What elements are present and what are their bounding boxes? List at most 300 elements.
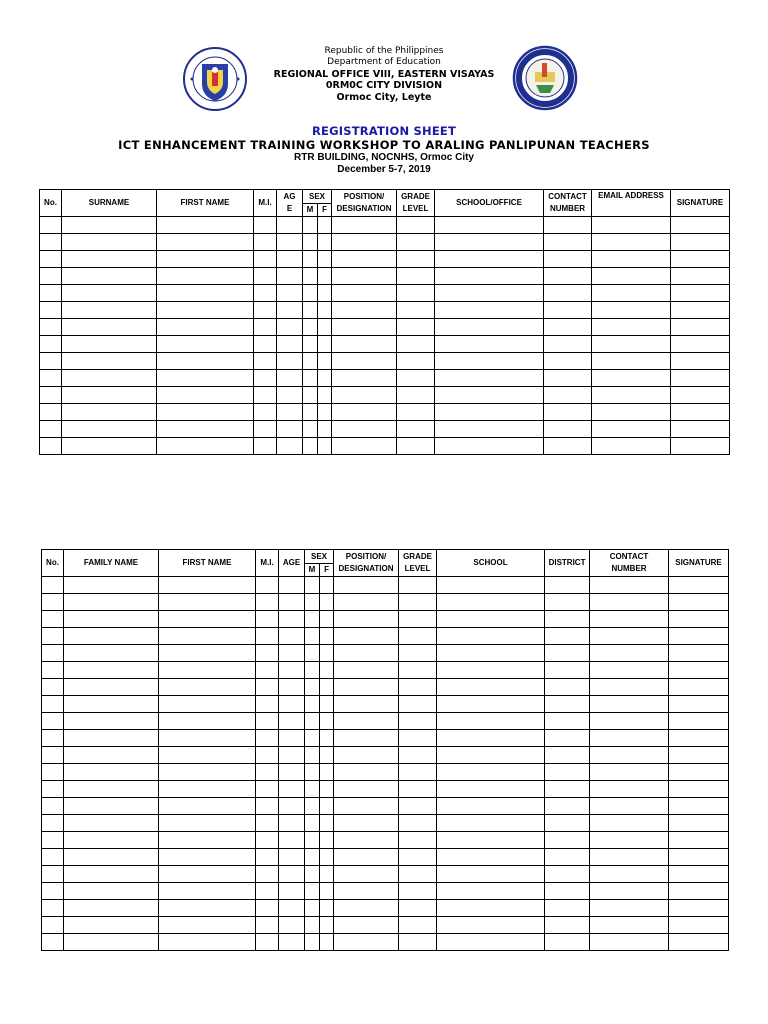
- table-cell[interactable]: [254, 353, 277, 370]
- table-cell[interactable]: [671, 217, 730, 234]
- table-cell[interactable]: [399, 900, 437, 917]
- table-cell[interactable]: [62, 370, 157, 387]
- table-cell[interactable]: [64, 679, 159, 696]
- table-cell[interactable]: [159, 934, 256, 951]
- table-cell[interactable]: [397, 268, 435, 285]
- table-cell[interactable]: [669, 781, 729, 798]
- table-cell[interactable]: [399, 696, 437, 713]
- table-cell[interactable]: [669, 832, 729, 849]
- table-cell[interactable]: [42, 866, 64, 883]
- table-cell[interactable]: [320, 713, 334, 730]
- table-cell[interactable]: [545, 934, 590, 951]
- table-cell[interactable]: [334, 747, 399, 764]
- table-cell[interactable]: [159, 764, 256, 781]
- table-cell[interactable]: [277, 421, 303, 438]
- table-cell[interactable]: [159, 594, 256, 611]
- table-cell[interactable]: [332, 438, 397, 455]
- table-cell[interactable]: [42, 900, 64, 917]
- table-cell[interactable]: [303, 387, 318, 404]
- table-cell[interactable]: [590, 594, 669, 611]
- table-cell[interactable]: [592, 302, 671, 319]
- table-cell[interactable]: [305, 577, 320, 594]
- table-cell[interactable]: [64, 798, 159, 815]
- table-cell[interactable]: [437, 832, 545, 849]
- table-cell[interactable]: [320, 798, 334, 815]
- table-cell[interactable]: [399, 747, 437, 764]
- table-cell[interactable]: [305, 798, 320, 815]
- table-cell[interactable]: [399, 866, 437, 883]
- table-cell[interactable]: [671, 234, 730, 251]
- table-cell[interactable]: [279, 645, 305, 662]
- table-cell[interactable]: [545, 747, 590, 764]
- table-cell[interactable]: [545, 628, 590, 645]
- table-cell[interactable]: [318, 217, 332, 234]
- table-cell[interactable]: [397, 302, 435, 319]
- table-cell[interactable]: [279, 832, 305, 849]
- table-cell[interactable]: [437, 883, 545, 900]
- table-cell[interactable]: [320, 696, 334, 713]
- table-cell[interactable]: [437, 713, 545, 730]
- table-cell[interactable]: [254, 319, 277, 336]
- table-cell[interactable]: [592, 353, 671, 370]
- table-cell[interactable]: [305, 815, 320, 832]
- table-cell[interactable]: [332, 302, 397, 319]
- table-cell[interactable]: [435, 404, 544, 421]
- table-cell[interactable]: [397, 285, 435, 302]
- table-cell[interactable]: [437, 645, 545, 662]
- table-cell[interactable]: [545, 917, 590, 934]
- table-cell[interactable]: [64, 883, 159, 900]
- table-cell[interactable]: [669, 628, 729, 645]
- table-cell[interactable]: [334, 917, 399, 934]
- table-cell[interactable]: [157, 421, 254, 438]
- table-cell[interactable]: [320, 747, 334, 764]
- table-cell[interactable]: [397, 438, 435, 455]
- table-cell[interactable]: [303, 251, 318, 268]
- table-cell[interactable]: [437, 577, 545, 594]
- table-cell[interactable]: [397, 370, 435, 387]
- table-cell[interactable]: [590, 764, 669, 781]
- table-cell[interactable]: [334, 934, 399, 951]
- table-cell[interactable]: [64, 594, 159, 611]
- table-cell[interactable]: [277, 353, 303, 370]
- table-cell[interactable]: [399, 883, 437, 900]
- table-cell[interactable]: [435, 319, 544, 336]
- table-cell[interactable]: [42, 696, 64, 713]
- table-cell[interactable]: [64, 815, 159, 832]
- table-cell[interactable]: [279, 798, 305, 815]
- table-cell[interactable]: [669, 934, 729, 951]
- table-cell[interactable]: [545, 798, 590, 815]
- table-cell[interactable]: [159, 849, 256, 866]
- table-cell[interactable]: [545, 832, 590, 849]
- table-cell[interactable]: [334, 900, 399, 917]
- table-cell[interactable]: [544, 336, 592, 353]
- table-cell[interactable]: [332, 353, 397, 370]
- table-cell[interactable]: [305, 934, 320, 951]
- table-cell[interactable]: [279, 594, 305, 611]
- table-cell[interactable]: [590, 730, 669, 747]
- table-cell[interactable]: [256, 713, 279, 730]
- table-cell[interactable]: [40, 268, 62, 285]
- table-cell[interactable]: [545, 883, 590, 900]
- table-cell[interactable]: [590, 866, 669, 883]
- table-cell[interactable]: [254, 438, 277, 455]
- table-cell[interactable]: [435, 336, 544, 353]
- table-cell[interactable]: [334, 781, 399, 798]
- table-cell[interactable]: [545, 713, 590, 730]
- table-cell[interactable]: [320, 764, 334, 781]
- table-cell[interactable]: [157, 251, 254, 268]
- table-cell[interactable]: [279, 679, 305, 696]
- table-cell[interactable]: [159, 832, 256, 849]
- table-cell[interactable]: [669, 577, 729, 594]
- table-cell[interactable]: [256, 611, 279, 628]
- table-cell[interactable]: [435, 438, 544, 455]
- table-cell[interactable]: [437, 730, 545, 747]
- table-cell[interactable]: [42, 747, 64, 764]
- table-cell[interactable]: [157, 268, 254, 285]
- table-cell[interactable]: [592, 268, 671, 285]
- table-cell[interactable]: [544, 302, 592, 319]
- table-cell[interactable]: [320, 849, 334, 866]
- table-cell[interactable]: [669, 713, 729, 730]
- table-cell[interactable]: [279, 781, 305, 798]
- table-cell[interactable]: [305, 611, 320, 628]
- table-cell[interactable]: [303, 268, 318, 285]
- table-cell[interactable]: [318, 370, 332, 387]
- table-cell[interactable]: [399, 917, 437, 934]
- table-cell[interactable]: [62, 336, 157, 353]
- table-cell[interactable]: [42, 934, 64, 951]
- table-cell[interactable]: [62, 217, 157, 234]
- table-cell[interactable]: [397, 319, 435, 336]
- table-cell[interactable]: [40, 421, 62, 438]
- table-cell[interactable]: [256, 849, 279, 866]
- table-cell[interactable]: [332, 234, 397, 251]
- table-cell[interactable]: [279, 696, 305, 713]
- table-cell[interactable]: [159, 798, 256, 815]
- table-cell[interactable]: [256, 883, 279, 900]
- table-cell[interactable]: [399, 679, 437, 696]
- table-cell[interactable]: [277, 285, 303, 302]
- table-cell[interactable]: [318, 285, 332, 302]
- table-cell[interactable]: [545, 645, 590, 662]
- table-cell[interactable]: [332, 285, 397, 302]
- table-cell[interactable]: [435, 353, 544, 370]
- table-cell[interactable]: [318, 387, 332, 404]
- table-cell[interactable]: [159, 900, 256, 917]
- table-cell[interactable]: [669, 645, 729, 662]
- table-cell[interactable]: [590, 883, 669, 900]
- table-cell[interactable]: [669, 594, 729, 611]
- table-cell[interactable]: [399, 577, 437, 594]
- table-cell[interactable]: [305, 679, 320, 696]
- table-cell[interactable]: [279, 747, 305, 764]
- table-cell[interactable]: [42, 815, 64, 832]
- table-cell[interactable]: [332, 268, 397, 285]
- table-cell[interactable]: [64, 747, 159, 764]
- table-cell[interactable]: [399, 730, 437, 747]
- table-cell[interactable]: [303, 302, 318, 319]
- table-cell[interactable]: [159, 883, 256, 900]
- table-cell[interactable]: [334, 815, 399, 832]
- table-cell[interactable]: [40, 353, 62, 370]
- table-cell[interactable]: [279, 883, 305, 900]
- table-cell[interactable]: [277, 251, 303, 268]
- table-cell[interactable]: [277, 404, 303, 421]
- table-cell[interactable]: [254, 404, 277, 421]
- table-cell[interactable]: [544, 268, 592, 285]
- table-cell[interactable]: [157, 404, 254, 421]
- table-cell[interactable]: [671, 268, 730, 285]
- table-cell[interactable]: [64, 611, 159, 628]
- table-cell[interactable]: [544, 217, 592, 234]
- table-cell[interactable]: [320, 883, 334, 900]
- table-cell[interactable]: [669, 815, 729, 832]
- table-cell[interactable]: [305, 730, 320, 747]
- table-cell[interactable]: [671, 404, 730, 421]
- table-cell[interactable]: [318, 319, 332, 336]
- table-cell[interactable]: [277, 302, 303, 319]
- table-cell[interactable]: [397, 234, 435, 251]
- table-cell[interactable]: [332, 319, 397, 336]
- table-cell[interactable]: [279, 917, 305, 934]
- table-cell[interactable]: [332, 387, 397, 404]
- table-cell[interactable]: [305, 662, 320, 679]
- table-cell[interactable]: [42, 764, 64, 781]
- table-cell[interactable]: [334, 645, 399, 662]
- table-cell[interactable]: [159, 611, 256, 628]
- table-cell[interactable]: [544, 251, 592, 268]
- table-cell[interactable]: [42, 662, 64, 679]
- table-cell[interactable]: [669, 679, 729, 696]
- table-cell[interactable]: [544, 404, 592, 421]
- table-cell[interactable]: [254, 285, 277, 302]
- table-cell[interactable]: [279, 764, 305, 781]
- table-cell[interactable]: [62, 438, 157, 455]
- table-cell[interactable]: [42, 679, 64, 696]
- table-cell[interactable]: [545, 900, 590, 917]
- table-cell[interactable]: [544, 370, 592, 387]
- table-cell[interactable]: [399, 832, 437, 849]
- table-cell[interactable]: [399, 611, 437, 628]
- table-cell[interactable]: [279, 815, 305, 832]
- table-cell[interactable]: [254, 217, 277, 234]
- table-cell[interactable]: [669, 866, 729, 883]
- table-cell[interactable]: [279, 866, 305, 883]
- table-cell[interactable]: [590, 934, 669, 951]
- table-cell[interactable]: [305, 832, 320, 849]
- table-cell[interactable]: [544, 234, 592, 251]
- table-cell[interactable]: [318, 421, 332, 438]
- table-cell[interactable]: [318, 251, 332, 268]
- table-cell[interactable]: [256, 815, 279, 832]
- table-cell[interactable]: [64, 662, 159, 679]
- table-cell[interactable]: [42, 628, 64, 645]
- table-cell[interactable]: [399, 815, 437, 832]
- table-cell[interactable]: [544, 438, 592, 455]
- table-cell[interactable]: [592, 370, 671, 387]
- table-cell[interactable]: [40, 387, 62, 404]
- table-cell[interactable]: [279, 934, 305, 951]
- table-cell[interactable]: [592, 217, 671, 234]
- table-cell[interactable]: [332, 421, 397, 438]
- table-cell[interactable]: [435, 234, 544, 251]
- table-cell[interactable]: [435, 387, 544, 404]
- table-cell[interactable]: [437, 900, 545, 917]
- table-cell[interactable]: [590, 849, 669, 866]
- table-cell[interactable]: [334, 883, 399, 900]
- table-cell[interactable]: [303, 404, 318, 421]
- table-cell[interactable]: [435, 217, 544, 234]
- table-cell[interactable]: [437, 747, 545, 764]
- table-cell[interactable]: [590, 900, 669, 917]
- table-cell[interactable]: [42, 832, 64, 849]
- table-cell[interactable]: [256, 730, 279, 747]
- table-cell[interactable]: [334, 679, 399, 696]
- table-cell[interactable]: [397, 217, 435, 234]
- table-cell[interactable]: [544, 319, 592, 336]
- table-cell[interactable]: [334, 696, 399, 713]
- table-cell[interactable]: [318, 404, 332, 421]
- table-cell[interactable]: [399, 628, 437, 645]
- table-cell[interactable]: [159, 747, 256, 764]
- table-cell[interactable]: [40, 404, 62, 421]
- table-cell[interactable]: [256, 628, 279, 645]
- table-cell[interactable]: [332, 336, 397, 353]
- table-cell[interactable]: [590, 781, 669, 798]
- table-cell[interactable]: [671, 421, 730, 438]
- table-cell[interactable]: [64, 917, 159, 934]
- table-cell[interactable]: [671, 302, 730, 319]
- table-cell[interactable]: [590, 815, 669, 832]
- table-cell[interactable]: [320, 662, 334, 679]
- table-cell[interactable]: [159, 781, 256, 798]
- table-cell[interactable]: [62, 353, 157, 370]
- table-cell[interactable]: [40, 319, 62, 336]
- table-cell[interactable]: [305, 696, 320, 713]
- table-cell[interactable]: [437, 934, 545, 951]
- table-cell[interactable]: [64, 577, 159, 594]
- table-cell[interactable]: [303, 234, 318, 251]
- table-cell[interactable]: [671, 370, 730, 387]
- table-cell[interactable]: [437, 764, 545, 781]
- table-cell[interactable]: [318, 438, 332, 455]
- table-cell[interactable]: [157, 336, 254, 353]
- table-cell[interactable]: [303, 285, 318, 302]
- table-cell[interactable]: [256, 832, 279, 849]
- table-cell[interactable]: [545, 764, 590, 781]
- table-cell[interactable]: [254, 421, 277, 438]
- table-cell[interactable]: [279, 900, 305, 917]
- table-cell[interactable]: [277, 370, 303, 387]
- table-cell[interactable]: [40, 438, 62, 455]
- table-cell[interactable]: [397, 336, 435, 353]
- table-cell[interactable]: [42, 781, 64, 798]
- table-cell[interactable]: [279, 628, 305, 645]
- table-cell[interactable]: [42, 594, 64, 611]
- table-cell[interactable]: [332, 251, 397, 268]
- table-cell[interactable]: [320, 594, 334, 611]
- table-cell[interactable]: [334, 594, 399, 611]
- table-cell[interactable]: [334, 866, 399, 883]
- table-cell[interactable]: [62, 302, 157, 319]
- table-cell[interactable]: [399, 849, 437, 866]
- table-cell[interactable]: [592, 251, 671, 268]
- table-cell[interactable]: [320, 934, 334, 951]
- table-cell[interactable]: [256, 662, 279, 679]
- table-cell[interactable]: [590, 628, 669, 645]
- table-cell[interactable]: [157, 234, 254, 251]
- table-cell[interactable]: [42, 917, 64, 934]
- table-cell[interactable]: [42, 645, 64, 662]
- table-cell[interactable]: [320, 730, 334, 747]
- table-cell[interactable]: [590, 662, 669, 679]
- table-cell[interactable]: [64, 628, 159, 645]
- table-cell[interactable]: [435, 370, 544, 387]
- table-cell[interactable]: [545, 577, 590, 594]
- table-cell[interactable]: [669, 883, 729, 900]
- table-cell[interactable]: [592, 285, 671, 302]
- table-cell[interactable]: [62, 404, 157, 421]
- table-cell[interactable]: [544, 421, 592, 438]
- table-cell[interactable]: [64, 866, 159, 883]
- table-cell[interactable]: [334, 662, 399, 679]
- table-cell[interactable]: [256, 798, 279, 815]
- table-cell[interactable]: [40, 302, 62, 319]
- table-cell[interactable]: [279, 730, 305, 747]
- table-cell[interactable]: [256, 764, 279, 781]
- table-cell[interactable]: [303, 336, 318, 353]
- table-cell[interactable]: [437, 662, 545, 679]
- table-cell[interactable]: [42, 883, 64, 900]
- table-cell[interactable]: [437, 781, 545, 798]
- table-cell[interactable]: [279, 577, 305, 594]
- table-cell[interactable]: [305, 900, 320, 917]
- table-cell[interactable]: [320, 917, 334, 934]
- table-cell[interactable]: [303, 438, 318, 455]
- table-cell[interactable]: [157, 302, 254, 319]
- table-cell[interactable]: [590, 696, 669, 713]
- table-cell[interactable]: [334, 730, 399, 747]
- table-cell[interactable]: [254, 268, 277, 285]
- table-cell[interactable]: [320, 866, 334, 883]
- table-cell[interactable]: [42, 577, 64, 594]
- table-cell[interactable]: [318, 268, 332, 285]
- table-cell[interactable]: [397, 387, 435, 404]
- table-cell[interactable]: [254, 336, 277, 353]
- table-cell[interactable]: [305, 917, 320, 934]
- table-cell[interactable]: [64, 645, 159, 662]
- table-cell[interactable]: [279, 849, 305, 866]
- table-cell[interactable]: [64, 900, 159, 917]
- table-cell[interactable]: [590, 679, 669, 696]
- table-cell[interactable]: [669, 917, 729, 934]
- table-cell[interactable]: [42, 730, 64, 747]
- table-cell[interactable]: [397, 421, 435, 438]
- table-cell[interactable]: [437, 611, 545, 628]
- table-cell[interactable]: [671, 336, 730, 353]
- table-cell[interactable]: [669, 747, 729, 764]
- table-cell[interactable]: [435, 285, 544, 302]
- table-cell[interactable]: [256, 934, 279, 951]
- table-cell[interactable]: [256, 645, 279, 662]
- table-cell[interactable]: [305, 645, 320, 662]
- table-cell[interactable]: [64, 832, 159, 849]
- table-cell[interactable]: [545, 594, 590, 611]
- table-cell[interactable]: [669, 900, 729, 917]
